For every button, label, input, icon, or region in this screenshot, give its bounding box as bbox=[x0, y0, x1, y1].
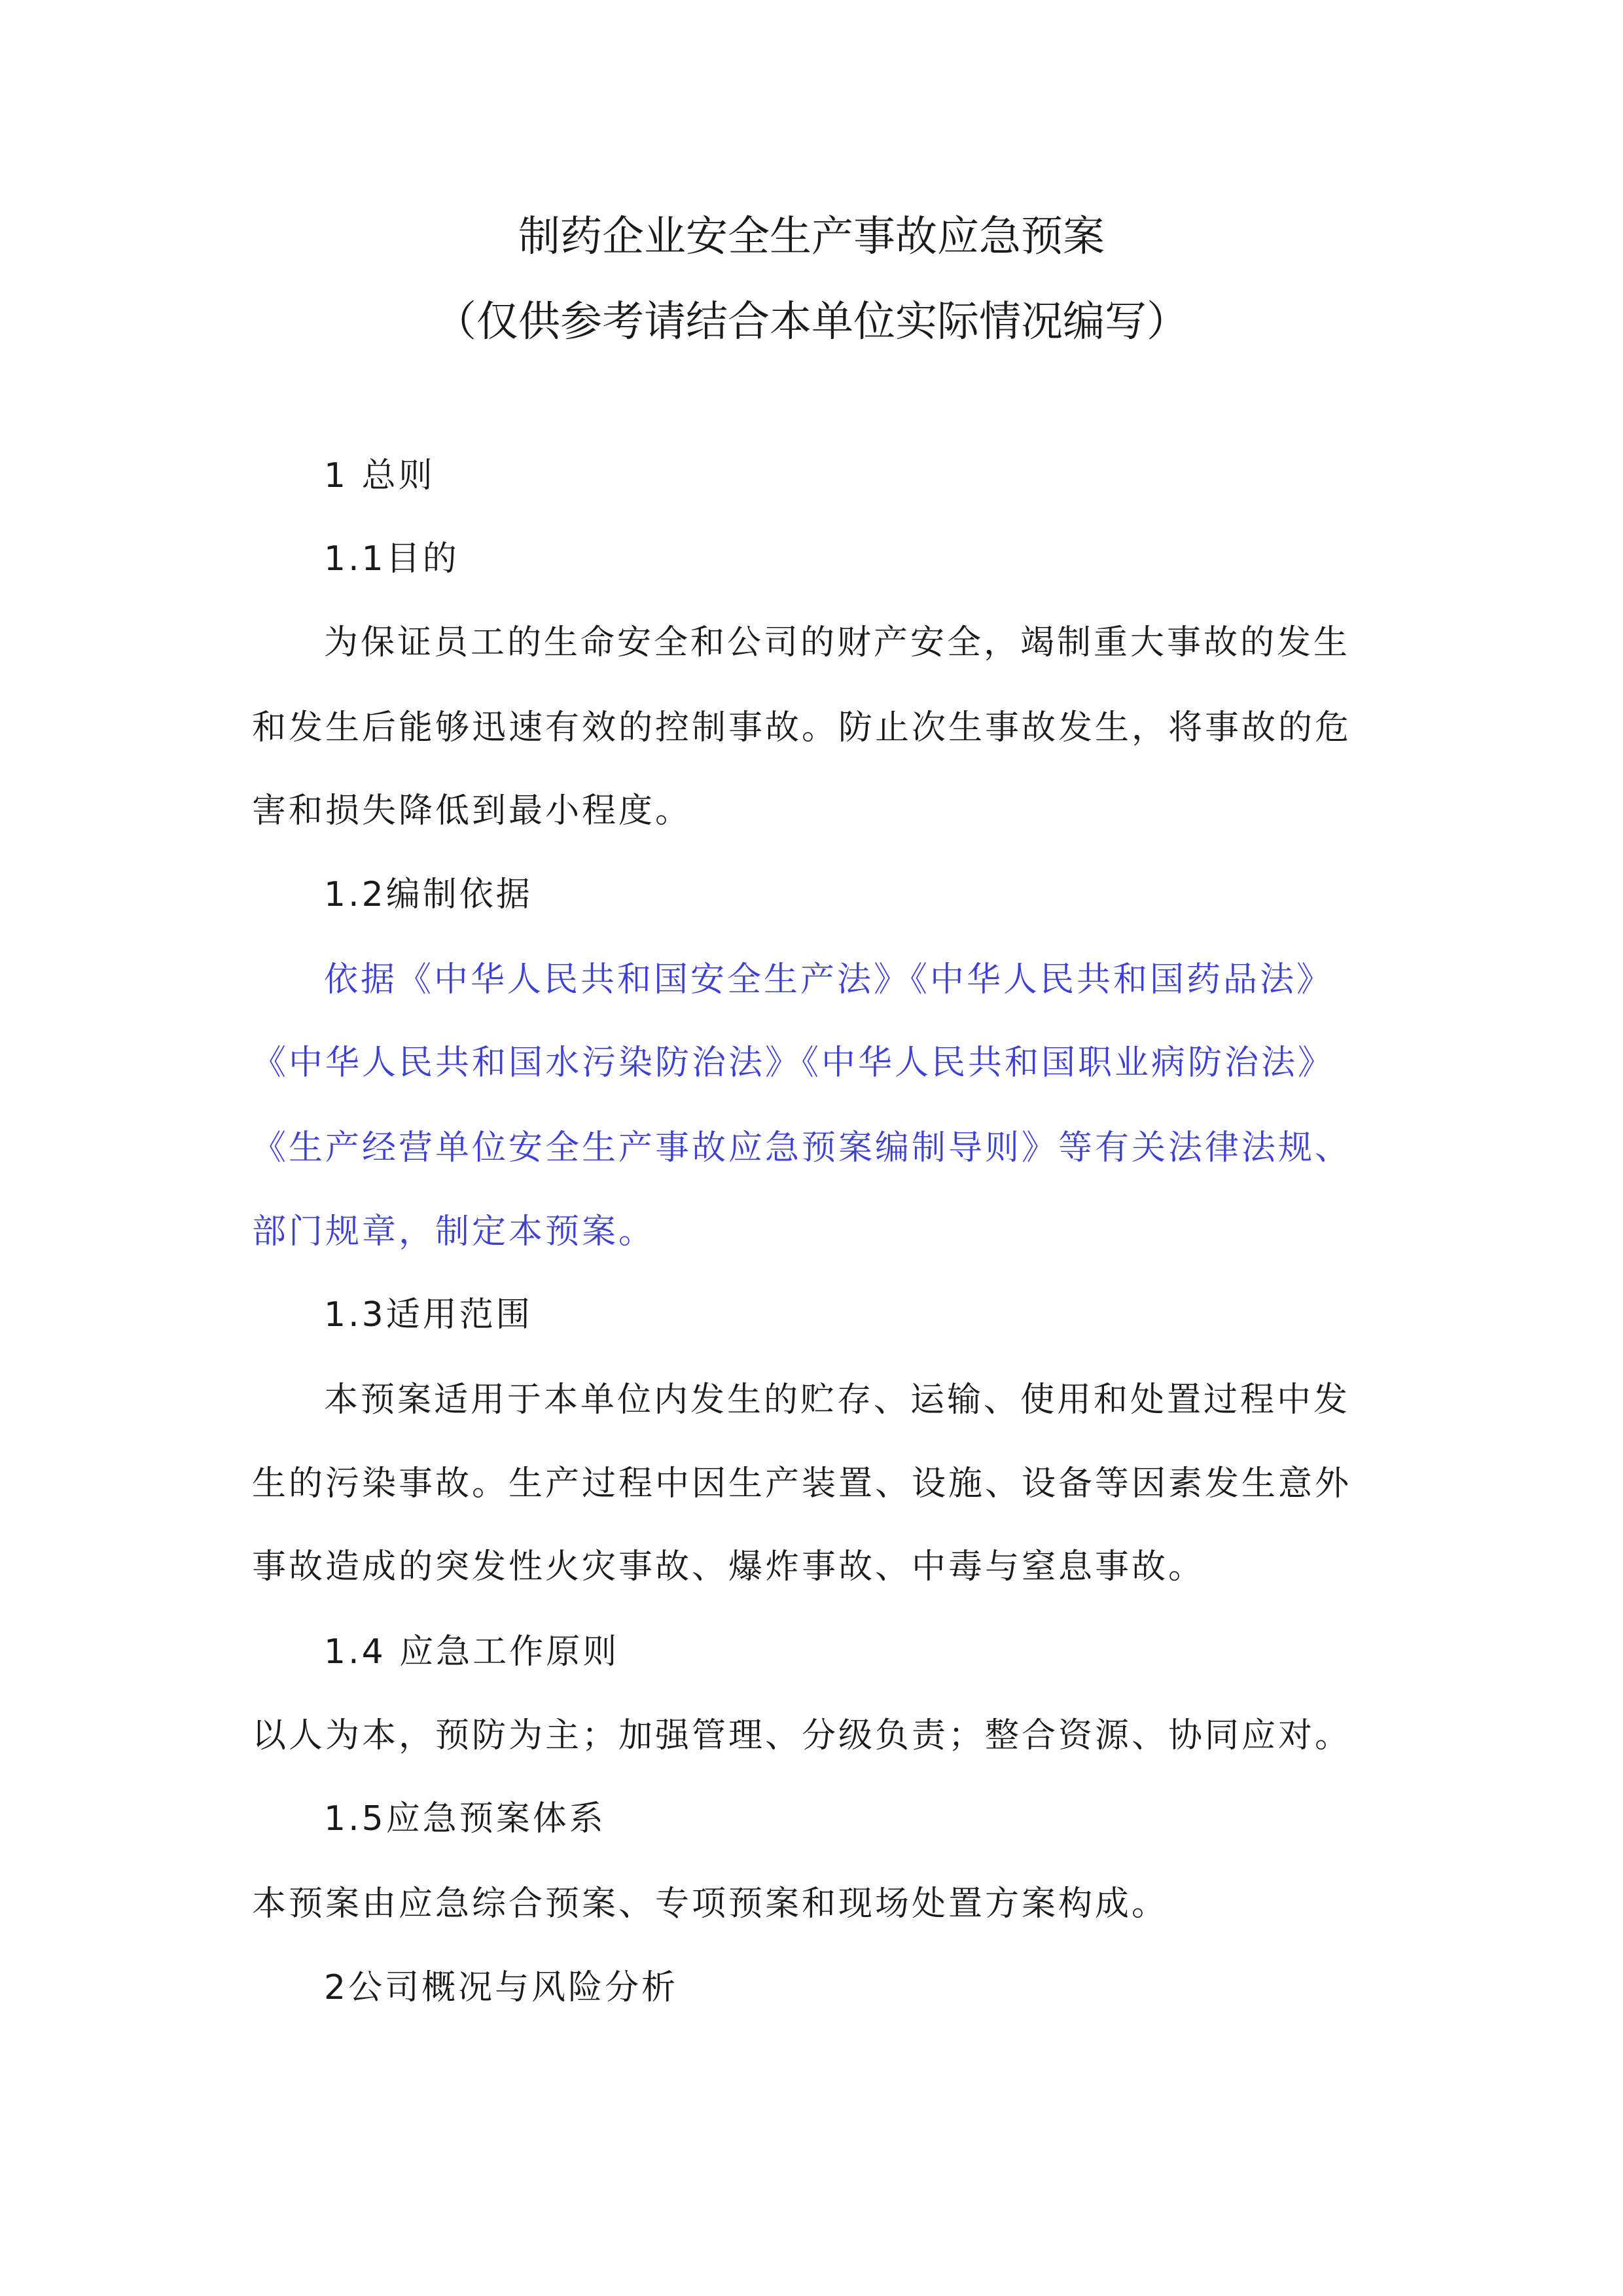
section-heading-1-3: 1.3适用范围 bbox=[324, 1295, 533, 1335]
section-heading-2: 2公司概况与风险分析 bbox=[324, 1968, 679, 2007]
reference-line: 依据《中华人民共和国安全生产法》《中华人民共和国药品法》 bbox=[324, 960, 1334, 999]
reference-line: 《中华人民共和国水污染防治法》《中华人民共和国职业病防治法》 bbox=[252, 1043, 1335, 1083]
section-heading-1-4: 1.4 应急工作原则 bbox=[324, 1632, 620, 1672]
paragraph-line: 生的污染事故。生产过程中因生产装置、设施、设备等因素发生意外 bbox=[252, 1464, 1352, 1503]
section-heading-1-1: 1.1目的 bbox=[324, 539, 459, 579]
section-heading-1: 1 总则 bbox=[324, 456, 435, 495]
paragraph-line: 本预案适用于本单位内发生的贮存、运输、使用和处置过程中发 bbox=[324, 1380, 1351, 1420]
paragraph-line: 以人为本，预防为主；加强管理、分级负责；整合资源、协同应对。 bbox=[252, 1716, 1352, 1755]
paragraph-line: 害和损失降低到最小程度。 bbox=[252, 791, 692, 831]
paragraph-line: 本预案由应急综合预案、专项预案和现场处置方案构成。 bbox=[252, 1884, 1169, 1924]
reference-line: 部门规章，制定本预案。 bbox=[252, 1212, 656, 1251]
paragraph-line: 为保证员工的生命安全和公司的财产安全，竭制重大事故的发生 bbox=[324, 623, 1351, 662]
reference-line: 《生产经营单位安全生产事故应急预案编制导则》等有关法律法规、 bbox=[252, 1128, 1352, 1168]
document-title: 制药企业安全生产事故应急预案 bbox=[518, 213, 1105, 261]
section-heading-1-5: 1.5应急预案体系 bbox=[324, 1799, 606, 1839]
paragraph-line: 事故造成的突发性火灾事故、爆炸事故、中毒与窒息事故。 bbox=[252, 1547, 1205, 1587]
document-subtitle: （仅供参考请结合本单位实际情况编写） bbox=[435, 298, 1188, 346]
section-heading-1-2: 1.2编制依据 bbox=[324, 875, 533, 914]
paragraph-line: 和发生后能够迅速有效的控制事故。防止次生事故发生，将事故的危 bbox=[252, 708, 1352, 747]
